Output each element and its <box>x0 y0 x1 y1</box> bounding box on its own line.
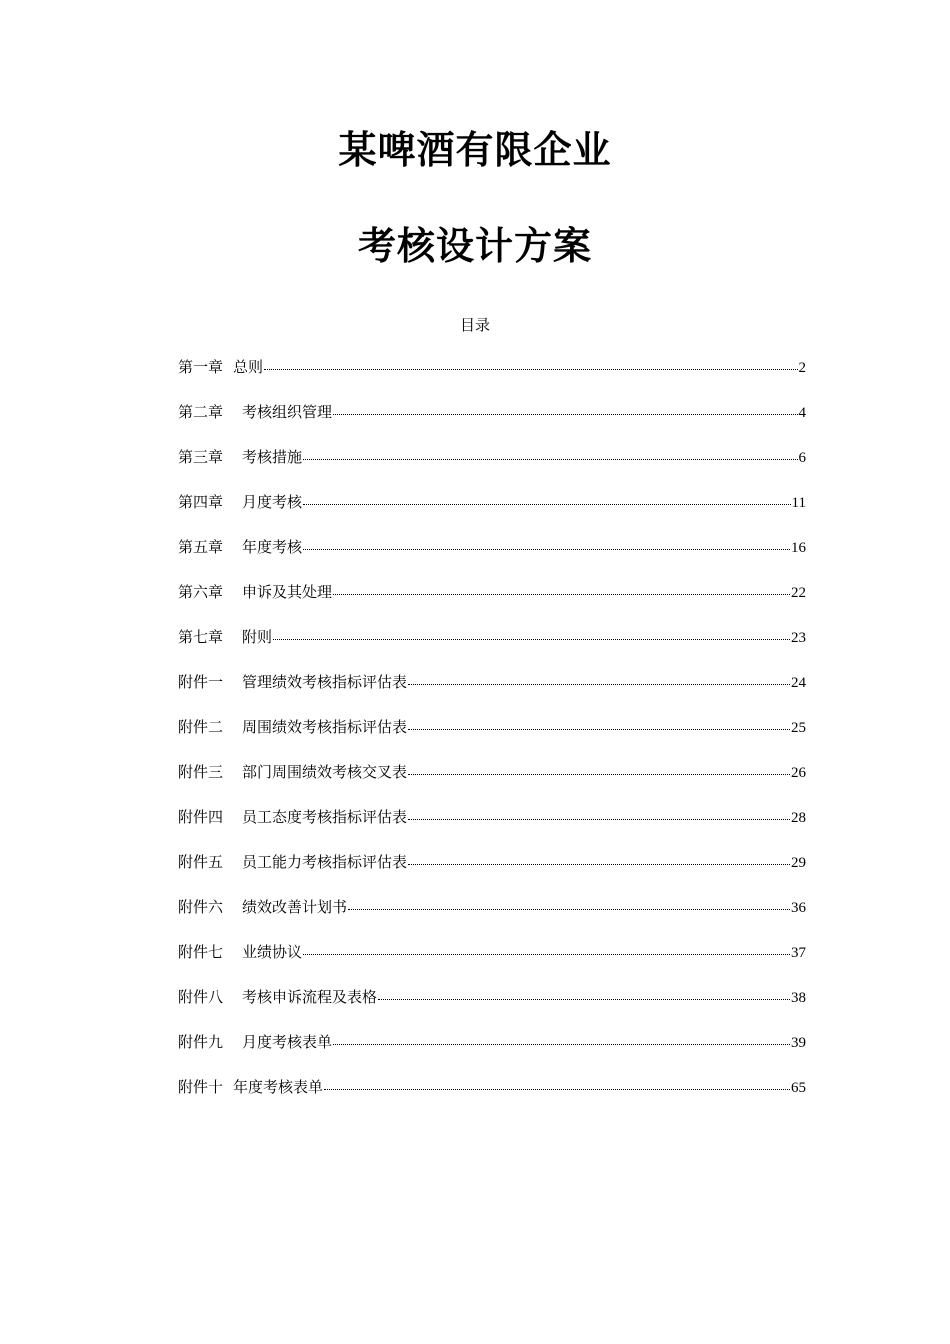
toc-dot-leader <box>348 898 790 912</box>
toc-dot-leader <box>303 538 790 552</box>
toc-entry-title: 申诉及其处理 <box>242 585 333 601</box>
toc-dot-leader <box>303 493 791 507</box>
toc-entry-page-number: 29 <box>791 855 806 871</box>
toc-entry-title: 月度考核表单 <box>242 1035 333 1051</box>
toc-entry-label <box>178 942 302 964</box>
toc-entry-page-number: 11 <box>791 495 806 511</box>
toc-entry-page-number: 37 <box>791 945 806 961</box>
toc-entry[interactable] <box>178 762 806 807</box>
toc-entry-page-number: 24 <box>791 675 806 691</box>
toc-dot-leader <box>303 448 797 462</box>
toc-entry-title: 年度考核表单 <box>233 1080 324 1096</box>
toc-entry-number: 附件十 <box>178 1080 224 1096</box>
toc-entry-title: 业绩协议 <box>242 945 303 961</box>
toc-entry-label <box>178 447 302 469</box>
toc-entry-page-number: 2 <box>798 360 806 376</box>
table-of-contents <box>178 357 806 1122</box>
toc-entry[interactable] <box>178 672 806 717</box>
toc-entry-title: 部门周围绩效考核交叉表 <box>242 765 408 781</box>
toc-entry-number: 附件五 <box>178 855 224 871</box>
toc-entry-number: 第二章 <box>178 405 224 421</box>
toc-dot-leader <box>333 1033 790 1047</box>
toc-entry-number: 第三章 <box>178 450 224 466</box>
toc-dot-leader <box>333 403 797 417</box>
toc-dot-leader <box>324 1078 790 1092</box>
toc-entry-page-number: 36 <box>791 900 806 916</box>
toc-entry-number: 附件二 <box>178 720 224 736</box>
toc-entry-number: 附件一 <box>178 675 224 691</box>
toc-entry-page-number: 38 <box>791 990 806 1006</box>
toc-entry-label <box>178 627 272 649</box>
toc-entry-title: 考核组织管理 <box>242 405 333 421</box>
toc-entry-number: 第七章 <box>178 630 224 646</box>
toc-entry-title: 考核措施 <box>242 450 303 466</box>
toc-entry[interactable] <box>178 852 806 897</box>
toc-entry-label <box>178 1077 323 1099</box>
toc-entry-title: 员工能力考核指标评估表 <box>242 855 408 871</box>
toc-entry-label <box>178 762 407 784</box>
toc-entry-number: 第四章 <box>178 495 224 511</box>
toc-entry[interactable] <box>178 627 806 672</box>
toc-dot-leader <box>303 943 790 957</box>
toc-entry[interactable] <box>178 357 806 402</box>
toc-entry-title: 管理绩效考核指标评估表 <box>242 675 408 691</box>
toc-entry-label <box>178 1032 332 1054</box>
toc-entry-label <box>178 492 302 514</box>
toc-entry[interactable] <box>178 582 806 627</box>
toc-entry-number: 附件六 <box>178 900 224 916</box>
toc-dot-leader <box>408 673 790 687</box>
toc-entry-label <box>178 852 407 874</box>
toc-entry-page-number: 22 <box>791 585 806 601</box>
toc-entry-title: 周围绩效考核指标评估表 <box>242 720 408 736</box>
toc-entry-page-number: 23 <box>791 630 806 646</box>
toc-dot-leader <box>264 358 797 372</box>
toc-entry-page-number: 26 <box>791 765 806 781</box>
toc-entry[interactable] <box>178 942 806 987</box>
toc-entry-number: 附件四 <box>178 810 224 826</box>
toc-entry-page-number: 39 <box>791 1035 806 1051</box>
toc-entry-title: 附则 <box>242 630 273 646</box>
toc-entry[interactable] <box>178 807 806 852</box>
toc-entry[interactable] <box>178 717 806 762</box>
toc-entry-page-number: 4 <box>798 405 806 421</box>
toc-dot-leader <box>408 808 790 822</box>
toc-entry-number: 第一章 <box>178 360 224 376</box>
toc-dot-leader <box>333 583 790 597</box>
toc-entry[interactable] <box>178 492 806 537</box>
toc-entry-number: 第六章 <box>178 585 224 601</box>
toc-entry-number: 附件八 <box>178 990 224 1006</box>
toc-entry-label <box>178 807 407 829</box>
toc-dot-leader <box>408 853 790 867</box>
toc-entry-title: 年度考核 <box>242 540 303 556</box>
toc-entry-label <box>178 897 347 919</box>
toc-entry-title: 员工态度考核指标评估表 <box>242 810 408 826</box>
toc-entry-label <box>178 672 407 694</box>
toc-entry-title: 月度考核 <box>242 495 303 511</box>
toc-entry[interactable] <box>178 987 806 1032</box>
toc-entry-label <box>178 357 263 379</box>
toc-entry-page-number: 28 <box>791 810 806 826</box>
toc-entry[interactable] <box>178 1032 806 1077</box>
toc-dot-leader <box>273 628 790 642</box>
toc-entry-label <box>178 537 302 559</box>
toc-entry-title: 总则 <box>233 360 264 376</box>
toc-entry[interactable] <box>178 402 806 447</box>
toc-entry-title: 考核申诉流程及表格 <box>242 990 378 1006</box>
toc-entry-number: 第五章 <box>178 540 224 556</box>
toc-entry[interactable] <box>178 537 806 582</box>
toc-entry[interactable] <box>178 897 806 942</box>
toc-dot-leader <box>408 763 790 777</box>
toc-entry-number: 附件九 <box>178 1035 224 1051</box>
toc-entry-label <box>178 402 332 424</box>
toc-entry-label <box>178 717 407 739</box>
document-title-line2: 考核设计方案 <box>357 224 592 268</box>
toc-entry-page-number: 6 <box>798 450 806 466</box>
document-title-line1: 某啤酒有限企业 <box>338 128 612 172</box>
toc-entry[interactable] <box>178 447 806 492</box>
toc-entry-number: 附件三 <box>178 765 224 781</box>
toc-entry-page-number: 25 <box>791 720 806 736</box>
toc-heading: 目录 <box>459 318 490 334</box>
toc-entry-title: 绩效改善计划书 <box>242 900 348 916</box>
toc-entry-label <box>178 582 332 604</box>
toc-dot-leader <box>408 718 790 732</box>
toc-entry[interactable] <box>178 1077 806 1122</box>
toc-entry-number: 附件七 <box>178 945 224 961</box>
toc-entry-page-number: 65 <box>791 1080 806 1096</box>
toc-dot-leader <box>378 988 790 1002</box>
toc-entry-label <box>178 987 377 1009</box>
toc-entry-page-number: 16 <box>791 540 806 556</box>
